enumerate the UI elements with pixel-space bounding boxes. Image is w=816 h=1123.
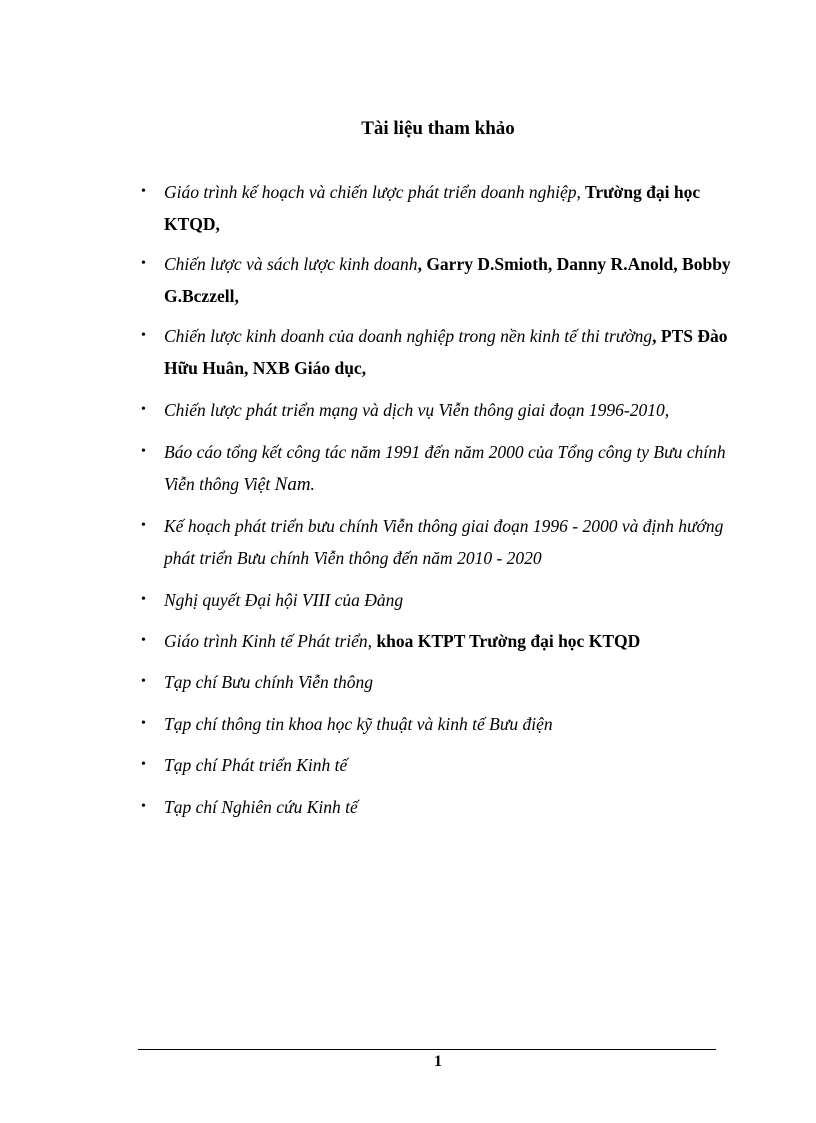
reference-title: Chiến lược kinh doanh của doanh nghiệp trong nền kinh tế thi trường: [164, 326, 653, 346]
reference-title-end: Nam: [274, 474, 311, 495]
reference-title: Tạp chí Nghiên cứu Kinh tế: [164, 797, 358, 817]
bullet-icon: •: [141, 799, 146, 814]
bullet-icon: •: [141, 716, 146, 731]
reference-item: [140, 248, 740, 312]
bullet-icon: •: [141, 444, 146, 459]
reference-title: Nghị quyết Đại hội VIII của Đảng: [164, 590, 404, 610]
bullet-icon: •: [141, 633, 146, 648]
reference-title: Giáo trình kế hoạch và chiến lược phát triển doanh nghiệp,: [164, 182, 581, 202]
footer-divider: [138, 1049, 716, 1050]
reference-title: Chiến lược và sách lược kinh doanh: [164, 254, 418, 274]
reference-item: [140, 708, 740, 740]
bullet-icon: •: [141, 592, 146, 607]
page-title: Tài liệu tham khảo: [361, 118, 515, 139]
bullet-icon: •: [141, 256, 146, 271]
bullet-icon: •: [141, 328, 146, 343]
reference-item: [140, 749, 740, 781]
reference-item: [140, 176, 740, 240]
reference-source: khoa KTPT Trường đại học KTQD: [372, 631, 641, 651]
reference-title: Tạp chí Bưu chính Viễn thông: [164, 672, 373, 692]
bullet-icon: •: [141, 757, 146, 772]
reference-item: [140, 510, 740, 574]
reference-title: Giáo trình Kinh tế Phát triển,: [164, 631, 373, 651]
reference-source: Trường đại học KTQD,: [164, 182, 701, 234]
reference-source: , Garry D.Smioth, Danny R.Anold, Bobby G.Bczzell,: [164, 254, 731, 306]
reference-item: [140, 625, 740, 657]
reference-item: [140, 666, 740, 698]
bullet-icon: •: [141, 518, 146, 533]
reference-title-tail: .: [310, 474, 315, 494]
bullet-icon: •: [141, 674, 146, 689]
reference-list: [140, 176, 740, 823]
reference-title: Tạp chí Phát triển Kinh tế: [164, 755, 348, 775]
reference-item: [140, 436, 740, 501]
bullet-icon: •: [141, 184, 146, 199]
reference-title: Kế hoạch phát triển bưu chính Viễn thông giai đoạn 1996 - 2000 và định hướng phát triển Bưu chính Viễn thông đến năm 2010 - 2020: [164, 516, 724, 568]
reference-title: Chiến lược phát triển mạng và dịch vụ Viễn thông giai đoạn 1996-2010,: [164, 400, 670, 420]
reference-item: [140, 791, 740, 823]
reference-item: [140, 584, 740, 616]
reference-source: , PTS Đào Hữu Huân, NXB Giáo dục,: [164, 326, 728, 378]
reference-title: Tạp chí thông tin khoa học kỹ thuật và kinh tế Bưu điện: [164, 714, 553, 734]
reference-item: [140, 394, 740, 426]
bullet-icon: •: [141, 402, 146, 417]
reference-item: [140, 320, 740, 384]
reference-title: Báo cáo tổng kết công tác năm 1991 đến năm 2000 của Tổng công ty Bưu chính Viễn thông Việt: [164, 442, 726, 494]
page-number: 1: [434, 1053, 442, 1070]
